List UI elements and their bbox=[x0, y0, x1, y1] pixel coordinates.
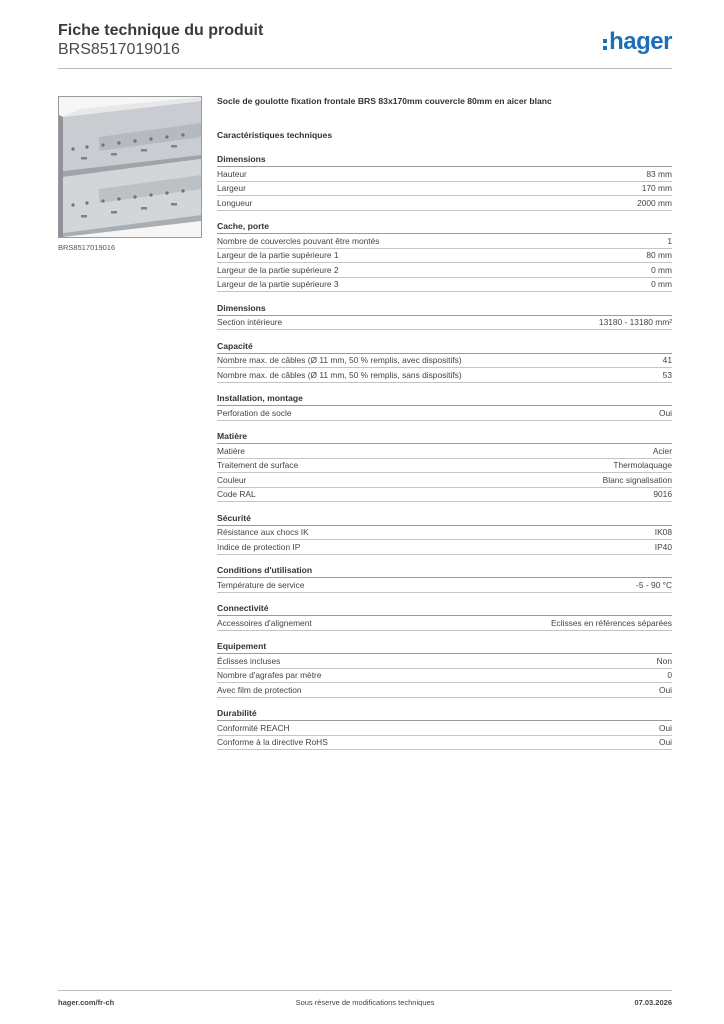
section-title: Dimensions bbox=[217, 153, 672, 167]
spec-value: Oui bbox=[658, 407, 672, 418]
product-image bbox=[58, 96, 202, 238]
section-title: Durabilité bbox=[217, 707, 672, 721]
spec-row bbox=[217, 473, 672, 488]
spec-label: Largeur bbox=[217, 183, 246, 194]
spec-label: Nombre max. de câbles (Ø 11 mm, 50 % remplis, sans dispositifs) bbox=[217, 369, 462, 380]
spec-row bbox=[217, 444, 672, 459]
spec-row bbox=[217, 683, 672, 698]
spec-label: Longueur bbox=[217, 197, 253, 208]
section-title: Capacité bbox=[217, 340, 672, 354]
header-divider bbox=[58, 68, 672, 69]
spec-label: Largeur de la partie supérieure 2 bbox=[217, 264, 339, 275]
spec-section bbox=[217, 220, 672, 292]
page-header bbox=[58, 22, 672, 68]
spec-value: Acier bbox=[652, 445, 672, 456]
spec-row bbox=[217, 249, 672, 264]
spec-label: Couleur bbox=[217, 474, 247, 485]
spec-value: 9016 bbox=[653, 489, 672, 500]
spec-label: Nombre de couvercles pouvant être montés bbox=[217, 235, 380, 246]
spec-row bbox=[217, 263, 672, 278]
spec-label: Largeur de la partie supérieure 1 bbox=[217, 250, 339, 261]
spec-section bbox=[217, 430, 672, 502]
spec-row bbox=[217, 368, 672, 383]
product-description: Socle de goulotte fixation frontale BRS 83x170mm couvercle 80mm en aicer blanc bbox=[217, 96, 552, 106]
spec-section bbox=[217, 512, 672, 555]
spec-label: Éclisses incluses bbox=[217, 655, 281, 666]
spec-sections bbox=[217, 153, 672, 750]
section-title: Conditions d'utilisation bbox=[217, 564, 672, 578]
spec-label: Nombre max. de câbles (Ø 11 mm, 50 % remplis, avec dispositifs) bbox=[217, 355, 462, 366]
spec-row bbox=[217, 234, 672, 249]
spec-value: 0 mm bbox=[651, 264, 672, 275]
spec-value: IK08 bbox=[654, 527, 672, 538]
spec-section bbox=[217, 392, 672, 421]
section-title: Connectivité bbox=[217, 602, 672, 616]
spec-row bbox=[217, 167, 672, 182]
spec-value: 80 mm bbox=[646, 250, 672, 261]
section-title: Equipement bbox=[217, 640, 672, 654]
spec-value: Oui bbox=[658, 722, 672, 733]
spec-row bbox=[217, 669, 672, 684]
spec-label: Section intérieure bbox=[217, 317, 283, 328]
spec-value: Non bbox=[656, 655, 672, 666]
spec-label: Traitement de surface bbox=[217, 460, 299, 471]
spec-section bbox=[217, 602, 672, 631]
spec-value: 13180 - 13180 mm² bbox=[598, 317, 672, 328]
spec-value: 1 bbox=[667, 235, 672, 246]
spec-row bbox=[217, 578, 672, 593]
spec-label: Conformité REACH bbox=[217, 722, 290, 733]
section-title: Dimensions bbox=[217, 302, 672, 316]
specs-title: Caractéristiques techniques bbox=[217, 130, 333, 140]
spec-label: Nombre d'agrafes par mètre bbox=[217, 670, 322, 681]
spec-row bbox=[217, 182, 672, 197]
spec-value: 170 mm bbox=[641, 183, 672, 194]
product-reference: BRS8517019016 bbox=[58, 41, 180, 58]
spec-label: Matière bbox=[217, 445, 245, 456]
cable-trunking-illustration bbox=[59, 97, 201, 237]
section-title: Cache, porte bbox=[217, 220, 672, 234]
spec-value: 0 bbox=[667, 670, 672, 681]
section-title: Installation, montage bbox=[217, 392, 672, 406]
spec-value: -5 - 90 °C bbox=[636, 579, 672, 590]
spec-row bbox=[217, 316, 672, 331]
spec-value: 0 mm bbox=[651, 279, 672, 290]
spec-section bbox=[217, 153, 672, 211]
spec-row bbox=[217, 540, 672, 555]
spec-content bbox=[217, 95, 672, 760]
hager-logo bbox=[603, 28, 672, 56]
spec-value: Thermolaquage bbox=[613, 460, 672, 471]
spec-value: Oui bbox=[658, 684, 672, 695]
spec-row bbox=[217, 459, 672, 474]
spec-label: Largeur de la partie supérieure 3 bbox=[217, 279, 339, 290]
spec-value: 83 mm bbox=[646, 168, 672, 179]
spec-value: 53 bbox=[662, 369, 672, 380]
spec-value: 2000 mm bbox=[637, 197, 672, 208]
footer-notice: Sous réserve de modifications techniques bbox=[295, 998, 435, 1007]
spec-row bbox=[217, 526, 672, 541]
spec-value: Blanc signalisation bbox=[602, 474, 672, 485]
spec-value: Eclisses en références séparées bbox=[550, 617, 672, 628]
footer-divider bbox=[58, 990, 672, 991]
spec-label: Hauteur bbox=[217, 168, 247, 179]
spec-section bbox=[217, 340, 672, 383]
image-caption: BRS8517019016 bbox=[58, 243, 116, 252]
section-title: Matière bbox=[217, 430, 672, 444]
spec-section bbox=[217, 302, 672, 331]
spec-label: Accessoires d'alignement bbox=[217, 617, 312, 628]
spec-row bbox=[217, 278, 672, 293]
spec-row bbox=[217, 736, 672, 751]
spec-label: Avec film de protection bbox=[217, 684, 302, 695]
spec-section bbox=[217, 707, 672, 750]
logo-colon-icon bbox=[603, 39, 607, 50]
spec-row bbox=[217, 354, 672, 369]
spec-section bbox=[217, 640, 672, 698]
document-title: Fiche technique du produit bbox=[58, 22, 264, 39]
spec-label: Indice de protection IP bbox=[217, 541, 301, 552]
spec-section bbox=[217, 564, 672, 593]
spec-row bbox=[217, 721, 672, 736]
spec-label: Température de service bbox=[217, 579, 305, 590]
spec-label: Perforation de socle bbox=[217, 407, 292, 418]
footer-website[interactable]: hager.com/fr-ch bbox=[58, 998, 115, 1007]
page-footer bbox=[58, 998, 672, 1010]
spec-value: 41 bbox=[662, 355, 672, 366]
spec-row bbox=[217, 488, 672, 503]
spec-row bbox=[217, 406, 672, 421]
spec-value: Oui bbox=[658, 737, 672, 748]
spec-row bbox=[217, 196, 672, 211]
spec-row bbox=[217, 654, 672, 669]
section-title: Sécurité bbox=[217, 512, 672, 526]
spec-label: Résistance aux chocs IK bbox=[217, 527, 309, 538]
spec-label: Code RAL bbox=[217, 489, 256, 500]
spec-row bbox=[217, 616, 672, 631]
spec-value: IP40 bbox=[654, 541, 672, 552]
footer-date: 07.03.2026 bbox=[634, 998, 672, 1007]
spec-label: Conforme à la directive RoHS bbox=[217, 737, 328, 748]
logo-text: hager bbox=[609, 28, 672, 55]
